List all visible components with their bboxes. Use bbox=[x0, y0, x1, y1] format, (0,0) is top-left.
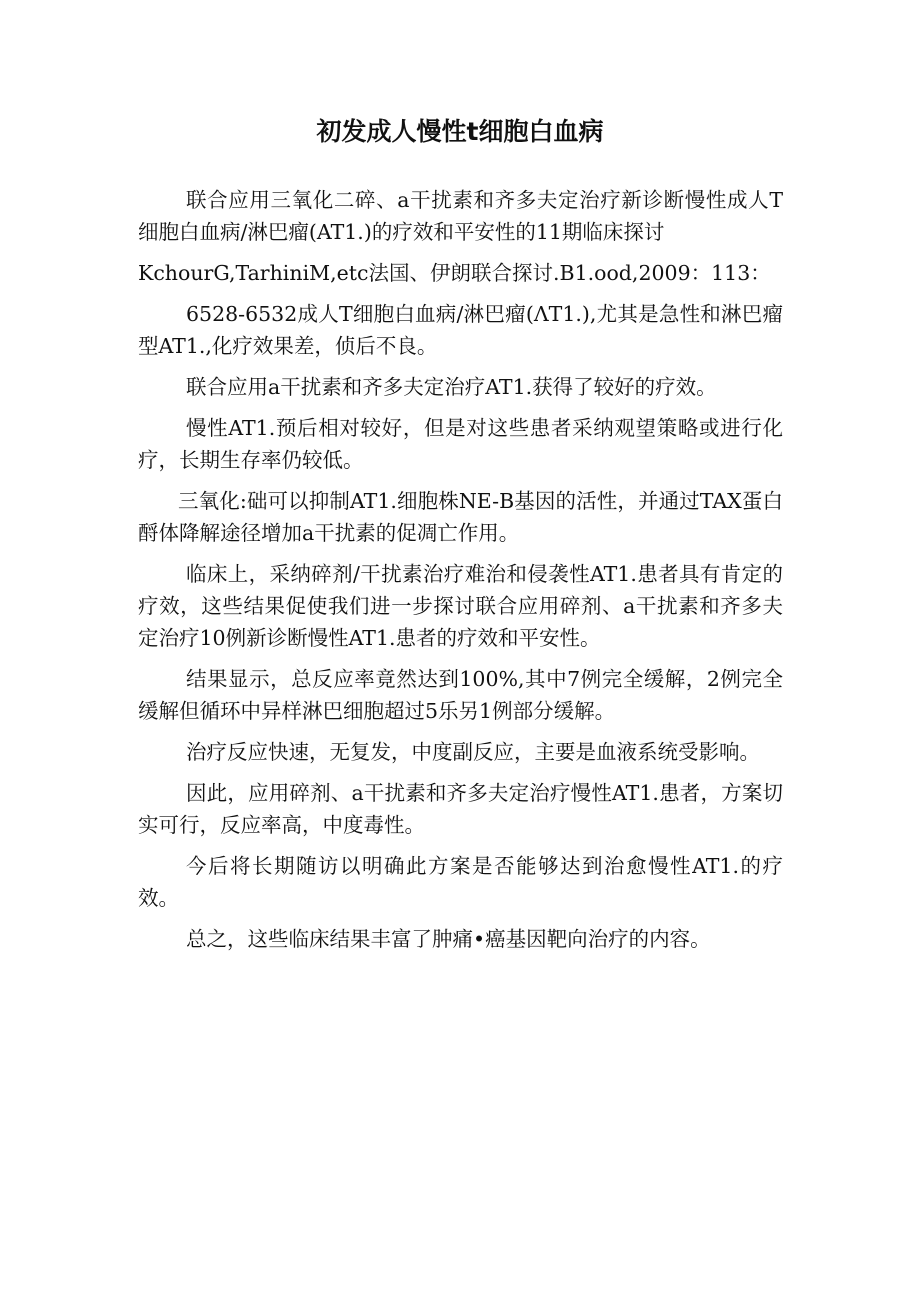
paragraph-3: 6528-6532成人T细胞白血病/淋巴瘤(ΛT1.),尤其是急性和淋巴瘤型AT1.,化疗效果差，侦后不良。 bbox=[138, 302, 783, 358]
paragraph-11: 今后将长期随访以明确此方案是否能够达到治愈慢性AT1.的疗效。 bbox=[138, 854, 783, 910]
paragraph-12: 总之，这些临床结果丰富了肿痛•癌基因靶向治疗的内容。 bbox=[186, 927, 711, 951]
paragraph-7: 临床上，采纳碎剂/干扰素治疗难治和侵袭性AT1.患者具有肯定的疗效，这些结果促使我们进一步探讨联合应用碎剂、a干扰素和齐多夫定治疗10例新诊断慢性AT1.患者的疗效和平安性。 bbox=[138, 562, 783, 650]
paragraph-6: 三氧化:础可以抑制AT1.细胞株NE-B基因的活性，并通过TAX蛋白酹体降解途径增加a干扰素的促凋亡作用。 bbox=[138, 489, 783, 545]
paragraph-citation: KchourG,TarhiniM,etc法国、伊朗联合探讨.B1.ood,2009：113： bbox=[138, 261, 771, 285]
paragraph-5: 慢性AT1.预后相对较好，但是对这些患者采纳观望策略或进行化疗，长期生存率仍较低。 bbox=[138, 416, 783, 472]
paragraph-1: 联合应用三氧化二碎、a干扰素和齐多夫定治疗新诊断慢性成人T细胞白血病/淋巴瘤(AT1.)的疗效和平安性的11期临床探讨 bbox=[138, 188, 783, 244]
paragraph-4: 联合应用a干扰素和齐多夫定治疗AT1.获得了较好的疗效。 bbox=[186, 375, 717, 399]
paragraph-9: 治疗反应快速，无复发，中度副反应，主要是血液系统受影响。 bbox=[186, 740, 760, 764]
document-title: 初发成人慢性t细胞白血病 bbox=[316, 117, 604, 146]
paragraph-10: 因此，应用碎剂、a干扰素和齐多夫定治疗慢性AT1.患者，方案切实可行，反应率高，中度毒性。 bbox=[138, 781, 783, 837]
document-body bbox=[138, 184, 783, 964]
paragraph-8: 结果显示，总反应率竟然达到100%,其中7例完全缓解，2例完全缓解但循环中异样淋巴细胞超过5乐另1例部分缓解。 bbox=[138, 667, 783, 723]
